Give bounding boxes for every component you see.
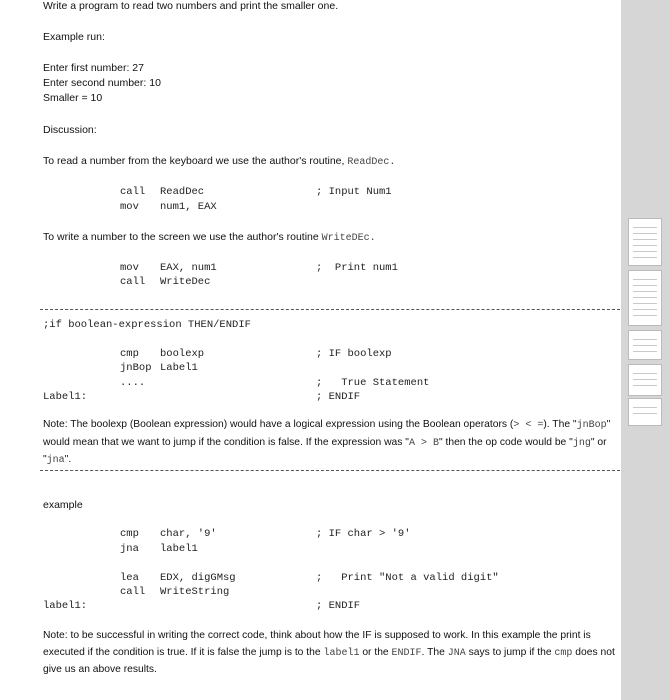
output-line: Enter first number: 27	[43, 62, 144, 74]
code-op: lea	[120, 572, 139, 584]
section-divider	[40, 470, 620, 471]
read-routine: ReadDec.	[347, 157, 396, 168]
code-ellipsis: ....	[120, 377, 146, 389]
note-text: does not give us an above results.	[43, 646, 615, 675]
code-op: call	[120, 586, 146, 598]
note-text: ). The "	[543, 419, 577, 430]
code-op: cmp	[120, 348, 139, 360]
note-operators: > < =	[513, 420, 544, 431]
code-op: call	[120, 186, 146, 198]
code-comment: ; ENDIF	[316, 600, 361, 612]
code-args: num1, EAX	[160, 201, 217, 213]
page-thumbnail[interactable]	[628, 364, 662, 396]
code-args: EAX, num1	[160, 262, 217, 274]
code-label: Label1:	[43, 391, 88, 403]
example-label: example	[43, 499, 83, 511]
section-divider	[40, 309, 620, 310]
code-label: label1:	[43, 600, 88, 612]
discussion-label: Discussion:	[43, 124, 97, 136]
code-args: EDX, digGMsg	[160, 572, 236, 584]
example-run-label: Example run:	[43, 31, 105, 43]
code-comment: ; True Statement	[316, 377, 430, 389]
note-boolexp	[43, 417, 618, 470]
code-args: boolexp	[160, 348, 205, 360]
code-op: call	[120, 276, 146, 288]
code-args: WriteDec	[160, 276, 211, 288]
page-thumbnail[interactable]	[628, 330, 662, 360]
code-args: Label1	[160, 362, 198, 374]
page-thumbnail-sidebar[interactable]	[621, 0, 669, 700]
note-text: " or "	[43, 436, 607, 465]
code-args: label1	[160, 543, 198, 555]
output-line: Enter second number: 10	[43, 77, 161, 89]
note-text: ".	[64, 454, 72, 465]
page-thumbnail[interactable]	[628, 270, 662, 326]
code-comment: ; IF char > '9'	[316, 528, 411, 540]
write-paragraph	[43, 231, 376, 245]
page-thumbnail[interactable]	[628, 398, 662, 426]
output-line: Smaller = 10	[43, 92, 103, 104]
code-comment: ; IF boolexp	[316, 348, 392, 360]
read-text: To read a number from the keyboard we use the author's routine,	[43, 155, 348, 167]
code-op: jna	[120, 543, 139, 555]
code-comment: ; Print num1	[316, 262, 398, 274]
code-args: WriteString	[160, 586, 230, 598]
note-if-behavior	[43, 628, 618, 679]
note-code: label1	[323, 647, 360, 659]
code-op: jnBop	[120, 362, 152, 374]
note-code: jnBop	[576, 420, 607, 431]
if-header: ;if boolean-expression THEN/ENDIF	[43, 319, 251, 331]
note-code: jng	[572, 437, 591, 449]
note-code: jna	[46, 455, 65, 466]
note-text: Note: The boolexp (Boolean expression) would have a logical expression using the Boolean operators (	[43, 419, 514, 430]
code-op: cmp	[120, 528, 139, 540]
code-comment: ; Print "Not a valid digit"	[316, 572, 499, 584]
note-text: says to jump if the	[465, 646, 555, 658]
note-code: A > B	[408, 437, 439, 449]
note-code: cmp	[554, 647, 573, 659]
read-paragraph	[43, 155, 395, 169]
problem-title: Write a program to read two numbers and print the smaller one.	[43, 0, 339, 12]
note-text: . The	[421, 646, 448, 658]
note-text: " would mean that we want to jump if the condition is false. If the expression was "	[43, 419, 611, 448]
write-routine: WriteDEc.	[321, 233, 376, 244]
write-text: To write a number to the screen we use the author's routine	[43, 231, 322, 243]
code-op: mov	[120, 262, 139, 274]
note-text: " then the op code would be "	[438, 436, 573, 448]
code-comment: ; Input Num1	[316, 186, 392, 198]
code-comment: ; ENDIF	[316, 391, 361, 403]
code-op: mov	[120, 201, 139, 213]
note-text: or the	[359, 646, 392, 658]
code-args: char, '9'	[160, 528, 217, 540]
code-args: ReadDec	[160, 186, 205, 198]
note-text: Note: to be successful in writing the correct code, think about how the IF is supposed to work. In this example the print is executed if the condition is true. If it is false the jump is to the	[43, 630, 591, 658]
note-code: ENDIF	[391, 647, 422, 659]
note-code: JNA	[447, 647, 466, 659]
page-thumbnail[interactable]	[628, 218, 662, 266]
